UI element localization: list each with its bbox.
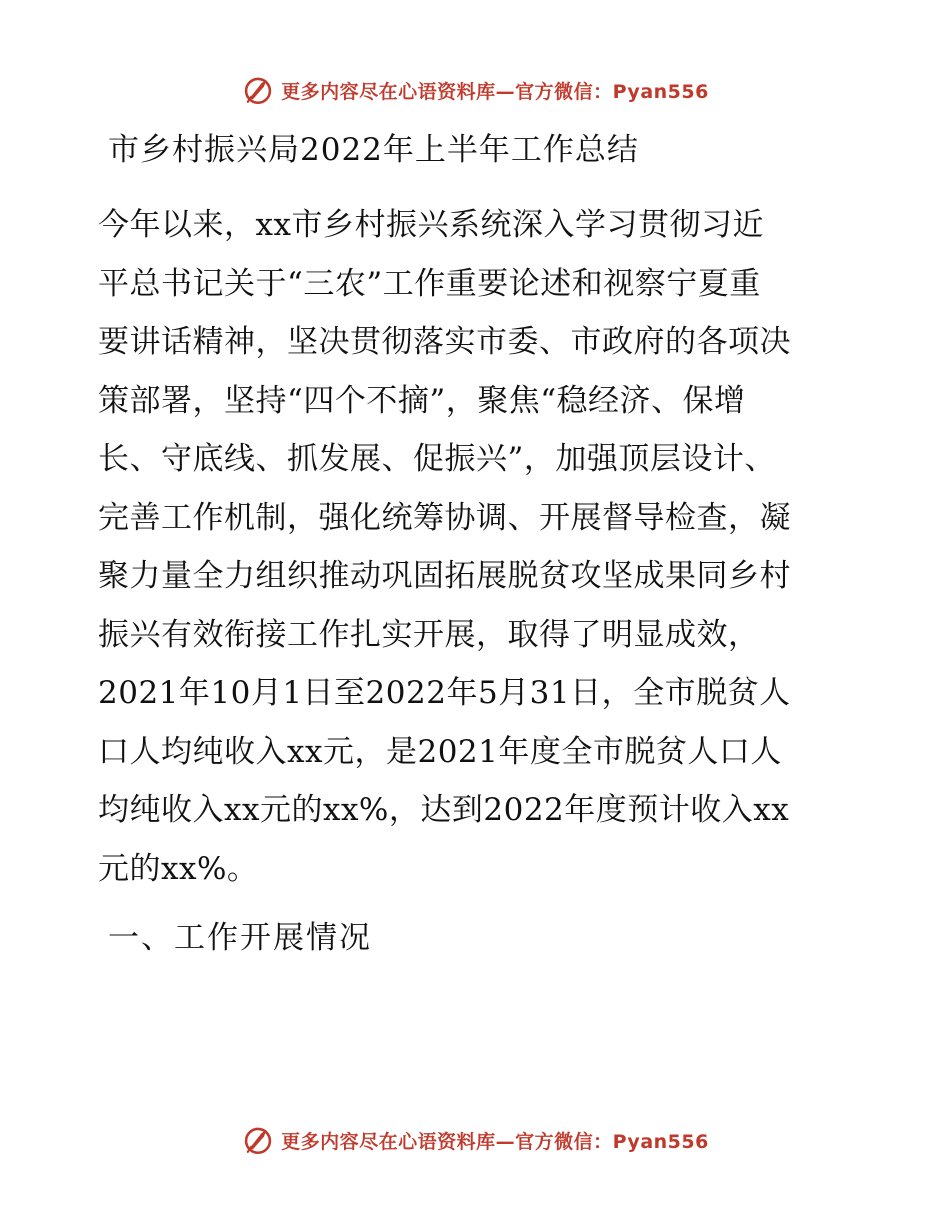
quill-pen-logo-icon [241, 73, 275, 107]
quill-pen-logo-icon [241, 1123, 275, 1157]
watermark-banner-top [0, 70, 950, 110]
paragraph-line: 均纯收入xx元的xx%，达到2022年度预计收入xx [98, 792, 790, 828]
paragraph-line: 元的xx%。 [98, 850, 259, 887]
paragraph-line: 要讲话精神，坚决贯彻落实市委、市政府的各项决 [98, 324, 791, 360]
document-title: 市乡村振兴局2022年上半年工作总结 [108, 132, 639, 168]
paragraph-line: 口人均纯收入xx元，是2021年度全市脱贫人口人 [98, 733, 782, 770]
paragraph-line: 今年以来，xx市乡村振兴系统深入学习贯彻习近 [98, 207, 764, 243]
watermark-text-top: 更多内容尽在心语资料库—官方微信：Pyan556 [281, 80, 709, 103]
paragraph-line: 策部署，坚持“四个不摘”，聚焦“稳经济、保增 [98, 382, 746, 419]
watermark-text-bottom: 更多内容尽在心语资料库—官方微信：Pyan556 [281, 1130, 709, 1153]
section-heading: 一、工作开展情况 [108, 920, 372, 956]
paragraph-line: 聚力量全力组织推动巩固拓展脱贫攻坚成果同乡村 [98, 558, 791, 594]
paragraph-line: 2021年10月1日至2022年5月31日，全市脱贫人 [98, 675, 791, 711]
watermark-banner-bottom [0, 1120, 950, 1160]
paragraph-line: 振兴有效衔接工作扎实开展，取得了明显成效， [98, 616, 760, 653]
paragraph-line: 长、守底线、抓发展、促振兴”，加强顶层设计、 [98, 441, 776, 477]
paragraph-line: 完善工作机制，强化统筹协调、开展督导检查，凝 [98, 499, 791, 536]
paragraph-line: 平总书记关于“三农”工作重要论述和视察宁夏重 [98, 265, 761, 302]
body-paragraph [98, 196, 858, 898]
